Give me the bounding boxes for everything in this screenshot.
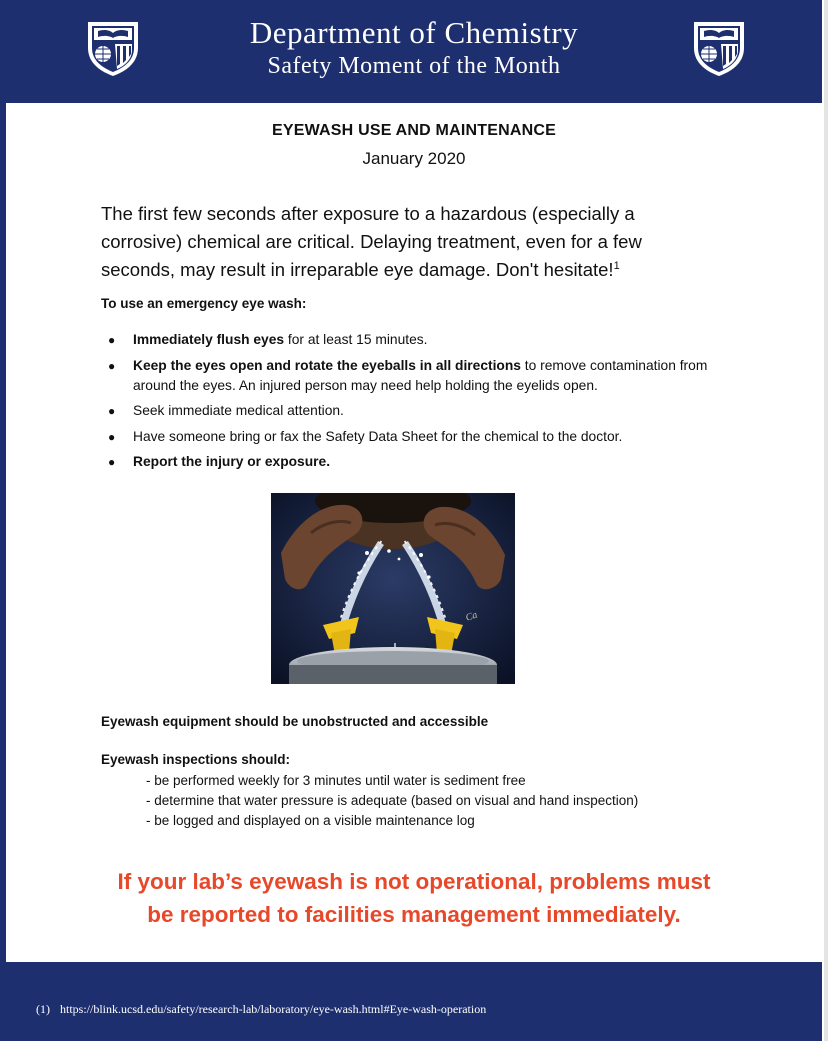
item-text: to remove contamination from around the eyes. An injured person may need help holding the eyelids open. (133, 357, 708, 393)
list-item: - be logged and displayed on a visible maintenance log (146, 813, 475, 828)
bullet-icon: ● (108, 404, 116, 418)
warning-line: be reported to facilities management immediately. (147, 902, 681, 927)
intro-paragraph (101, 200, 711, 284)
footnote-number: (1) (36, 1002, 50, 1016)
list-item (101, 401, 741, 421)
item-text: for at least 15 minutes. (284, 332, 428, 347)
bullet-icon: ● (108, 429, 116, 444)
list-item (101, 427, 741, 447)
header-banner (6, 0, 822, 103)
list-item (101, 452, 741, 472)
list-item: - determine that water pressure is adequate (based on visual and hand inspection) (146, 793, 639, 808)
eyewash-illustration (271, 493, 515, 684)
warning-message (0, 865, 828, 931)
bullet-icon: ● (108, 455, 116, 469)
list-item (101, 330, 741, 350)
item-emphasis: Keep the eyes open and rotate the eyeballs in all directions (133, 357, 521, 373)
item-text: Seek immediate medical attention. (133, 403, 344, 418)
footer-banner (6, 962, 822, 1041)
footnote-link[interactable]: https://blink.ucsd.edu/safety/research-lab/laboratory/eye-wash.html#Eye-wash-operation (60, 1002, 487, 1016)
inspections-heading: Eyewash inspections should: (101, 752, 291, 767)
list-item (101, 356, 741, 396)
bullet-icon: ● (108, 358, 116, 373)
document-title: EYEWASH USE AND MAINTENANCE (272, 122, 556, 139)
footnote-ref: 1 (613, 259, 620, 272)
warning-line: If your lab’s eyewash is not operational, problems must (117, 869, 711, 894)
instructions-heading: To use an emergency eye wash: (101, 296, 307, 311)
department-title: Department of Chemistry (249, 15, 579, 50)
item-emphasis: Immediately flush eyes (133, 332, 285, 347)
list-item: - be performed weekly for 3 minutes until water is sediment free (146, 773, 526, 788)
inspections-list (146, 771, 638, 831)
bullet-icon: ● (108, 333, 116, 347)
svg-text:Ca: Ca (464, 609, 479, 624)
equipment-note: Eyewash equipment should be unobstructed and accessible (101, 714, 489, 729)
item-text: Have someone bring or fax the Safety Data Sheet for the chemical to the doctor. (133, 428, 623, 444)
intro-text: The first few seconds after exposure to a hazardous (especially a corrosive) chemical are critical. Delaying treatment, even for a few seconds, may result in irreparable eye damage. Don't hesitate! (101, 203, 642, 280)
university-crest-icon (690, 14, 748, 78)
header-subtitle: Safety Moment of the Month (267, 53, 561, 79)
eyewash-photo (271, 493, 515, 684)
footnote (36, 1002, 486, 1017)
item-emphasis: Report the injury or exposure. (133, 454, 331, 469)
instructions-list (101, 330, 741, 478)
document-date: January 2020 (362, 149, 466, 168)
